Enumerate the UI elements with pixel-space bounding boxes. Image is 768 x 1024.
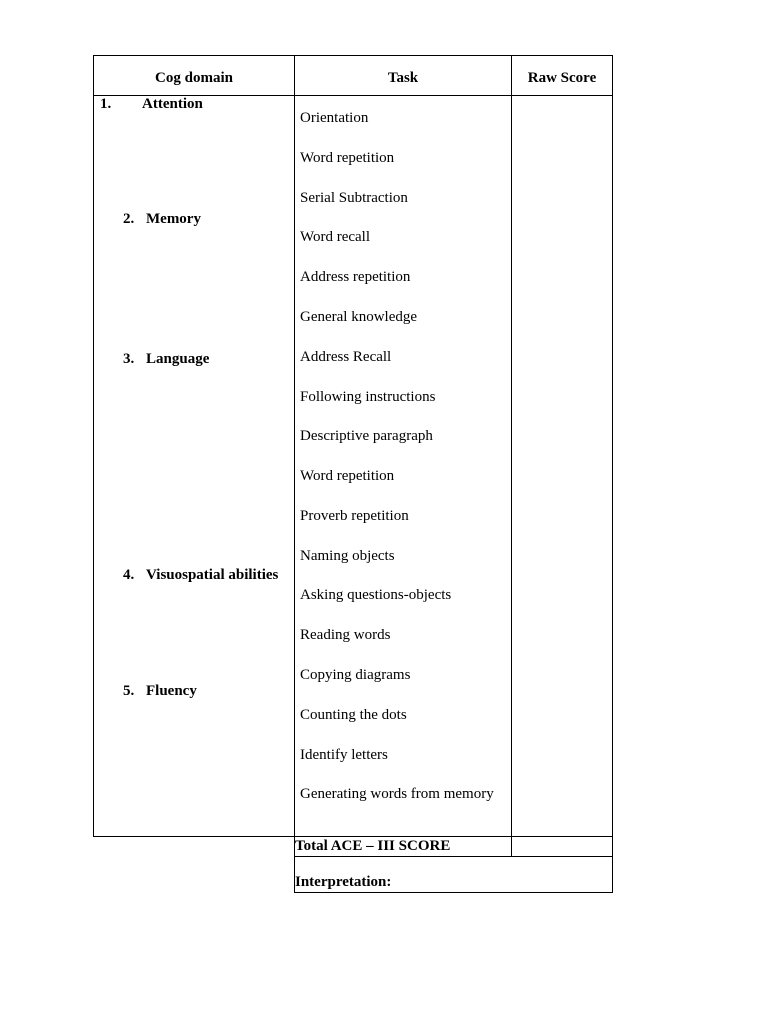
total-row-bottom-border [294, 856, 613, 857]
task-serial-subtraction: Serial Subtraction [300, 190, 408, 206]
domain-memory [123, 211, 201, 228]
task-counting-dots: Counting the dots [300, 707, 407, 723]
domain-number: 5. [123, 683, 135, 699]
task-score-divider [511, 55, 512, 857]
task-descriptive-paragraph: Descriptive paragraph [300, 428, 433, 444]
task-reading-words: Reading words [300, 627, 391, 643]
domain-number: 2. [123, 211, 135, 227]
header-raw-score: Raw Score [527, 70, 597, 86]
task-naming-objects: Naming objects [300, 548, 395, 564]
task-word-recall: Word recall [300, 229, 371, 245]
body-bottom-border [93, 836, 613, 837]
domain-name: Language [146, 351, 210, 367]
domain-attention [100, 96, 203, 113]
task-word-repetition: Word repetition [300, 150, 395, 166]
domain-visuospatial [123, 567, 278, 584]
interpretation-label: Interpretation: [295, 874, 392, 890]
task-generating-words: Generating words from memory [300, 786, 494, 802]
domain-number: 4. [123, 567, 135, 583]
task-proverb-repetition: Proverb repetition [300, 508, 409, 524]
domain-number: 3. [123, 351, 135, 367]
task-word-repetition-2: Word repetition [300, 468, 395, 484]
table-left-border [93, 55, 94, 837]
interpretation-row-bottom-border [294, 892, 613, 893]
domain-fluency [123, 683, 197, 700]
task-following-instructions: Following instructions [300, 389, 436, 405]
task-address-repetition: Address repetition [300, 269, 411, 285]
header-cog-domain: Cog domain [155, 70, 233, 86]
domain-task-divider [294, 55, 295, 893]
total-score-label: Total ACE – III SCORE [295, 838, 451, 854]
table-right-border [612, 55, 613, 893]
header-task: Task [387, 70, 419, 86]
task-copying-diagrams: Copying diagrams [300, 667, 411, 683]
task-asking-questions-objects: Asking questions-objects [300, 587, 452, 603]
task-address-recall: Address Recall [300, 349, 392, 365]
domain-name: Memory [146, 211, 201, 227]
domain-name: Attention [142, 96, 203, 112]
domain-name: Visuospatial abilities [146, 567, 279, 583]
task-general-knowledge: General knowledge [300, 309, 418, 325]
task-orientation: Orientation [300, 110, 369, 126]
domain-name: Fluency [146, 683, 197, 699]
domain-language [123, 351, 209, 368]
domain-number: 1. [100, 96, 112, 112]
task-identify-letters: Identify letters [300, 747, 388, 763]
table-top-border [93, 55, 613, 56]
